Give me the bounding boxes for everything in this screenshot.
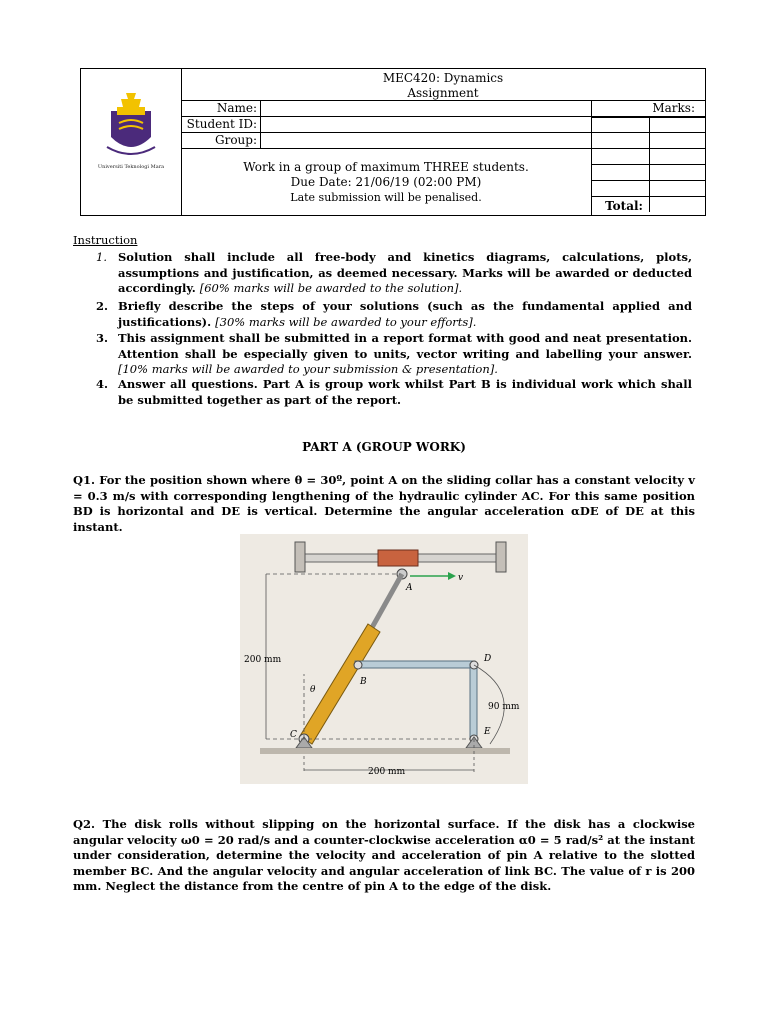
label-e: E xyxy=(484,727,491,737)
university-name: Universiti Teknologi Mara xyxy=(97,164,165,170)
doc-type: Assignment xyxy=(407,86,479,100)
instruction-item-2: 2. Briefly describe the steps of your solutions (such as the fundamental applied and justifications). [30% marks will be awarded to your efforts]. xyxy=(96,299,692,329)
instruction-title: Instruction xyxy=(73,233,138,247)
group-note: Work in a group of maximum THREE students. xyxy=(243,160,529,174)
label-v: v xyxy=(458,573,464,583)
dim-de: 90 mm xyxy=(488,702,520,712)
dim-vertical: 200 mm xyxy=(244,655,282,665)
instruction-item-1: 1. Solution shall include all free-body and kinetics diagrams, calculations, plots, assumptions and justification, as deemed necessary. Marks will be awarded or deducted accordingly. [60% marks will be awarded to the solution]. xyxy=(96,250,692,295)
sliding-collar xyxy=(378,550,418,566)
course-code: MEC420: Dynamics xyxy=(382,71,504,85)
label-d: D xyxy=(484,654,492,664)
group-field[interactable] xyxy=(261,133,592,148)
student-id-field[interactable] xyxy=(261,117,592,132)
header-table xyxy=(80,68,706,216)
hydraulic-cylinder xyxy=(300,624,380,744)
group-info xyxy=(181,157,591,215)
instruction-item-3: 3. This assignment shall be submitted in a report format with good and neat presentation. Attention shall be especially given to units, vector writing and labelling your answer. [10% marks will be awarded to your submission & presentation]. xyxy=(96,331,692,376)
label-b: B xyxy=(360,677,367,687)
university-logo-icon xyxy=(81,69,181,169)
late-note: Late submission will be penalised. xyxy=(290,191,482,204)
group-label: Group: xyxy=(181,133,261,148)
mechanism-figure xyxy=(240,534,528,784)
logo-cell xyxy=(81,69,182,215)
name-label: Name: xyxy=(181,101,261,116)
course-title xyxy=(181,69,705,101)
instruction-item-4: 4. Answer all questions. Part A is group work whilst Part B is individual work which shall be submitted together as part of the report. xyxy=(96,377,692,407)
due-date: Due Date: 21/06/19 (02:00 PM) xyxy=(290,175,482,189)
label-a: A xyxy=(406,583,413,593)
part-a-title: PART A (GROUP WORK) xyxy=(302,440,466,454)
student-id-label: Student ID: xyxy=(181,117,261,132)
marks-label: Marks: xyxy=(652,101,695,115)
total-label: Total: xyxy=(605,199,643,213)
name-field[interactable] xyxy=(261,101,592,116)
label-c: C xyxy=(290,730,297,740)
question-1: Q1. For the position shown where θ = 30º, point A on the sliding collar has a constant velocity v = 0.3 m/s with corresponding lengthening of the hydraulic cylinder AC. For this same position BD is horizontal and DE is vertical. Determine the angular acceleration αDE of DE at this instant. xyxy=(73,473,695,534)
dim-horizontal: 200 mm xyxy=(368,767,406,777)
question-2: Q2. The disk rolls without slipping on the horizontal surface. If the disk has a clockwise angular velocity ω0 = 20 rad/s and a counter-clockwise acceleration α0 = 5 rad/s² at the instant under consideration, determine the velocity and acceleration of pin A relative to the slotted member BC. And the angular velocity and angular acceleration of link BC. The value of r is 200 mm. Neglect the distance from the centre of pin A to the edge of the disk. xyxy=(73,817,695,893)
mechanism-diagram xyxy=(240,534,528,784)
label-theta: θ xyxy=(310,685,316,695)
